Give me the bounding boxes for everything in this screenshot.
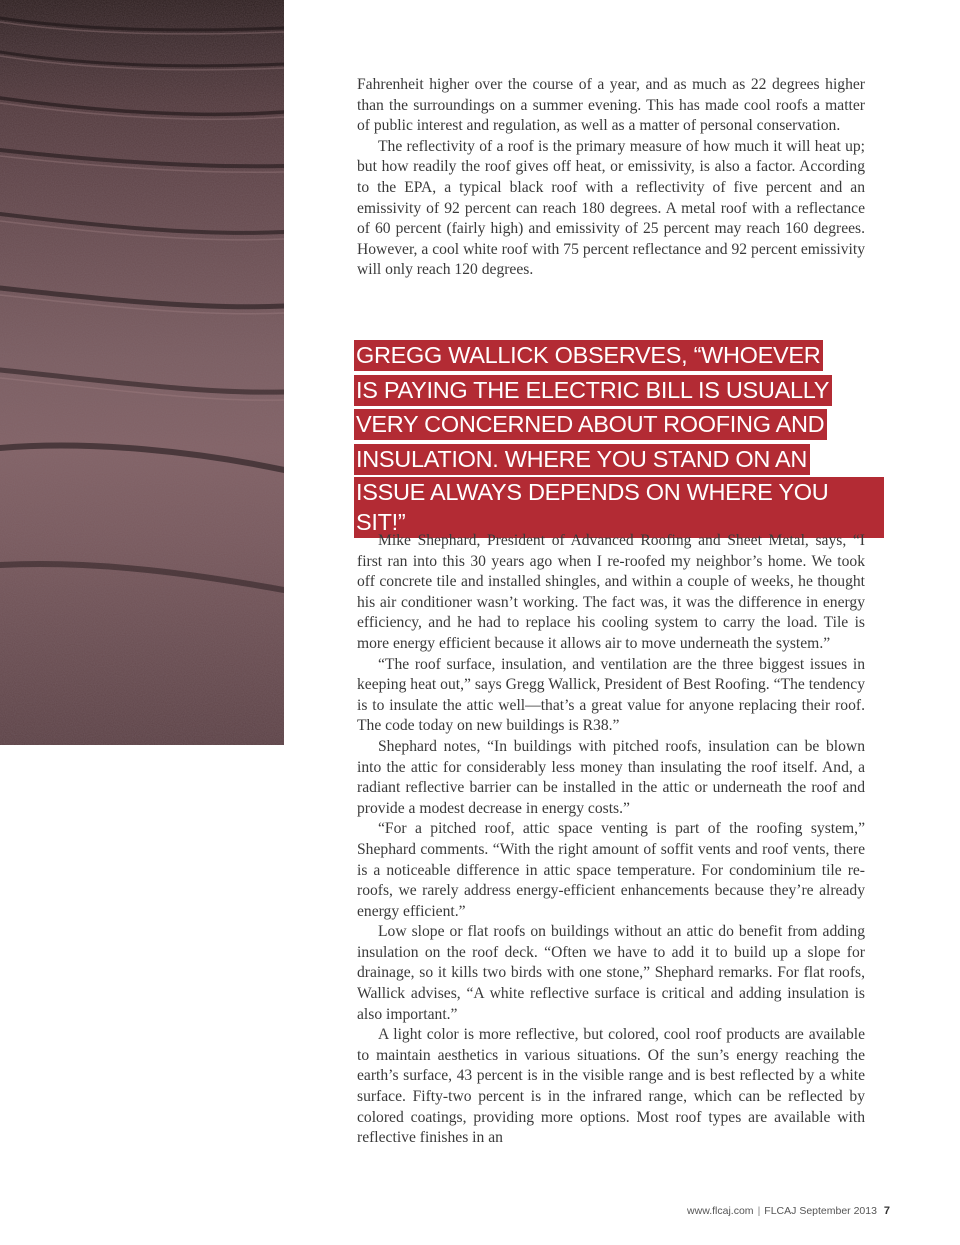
- pull-quote-text: INSULATION. WHERE YOU STAND ON AN: [354, 444, 810, 475]
- body-paragraph: Shephard notes, “In buildings with pitched roofs, insulation can be blown into the attic for considerably less money than insulating the roof itself. And, a radiant reflective barrier can be installed in the attic or underneath the roof and provide a modest decrease in energy costs.”: [357, 737, 865, 817]
- body-paragraph: “The roof surface, insulation, and ventilation are the three biggest issues in keeping heat out,” says Gregg Wallick, President of Best Roofing. “The tendency is to insulate the attic well—that’s a great value for anyone replacing their roof. The code today on new buildings is R38.”: [357, 655, 865, 735]
- pull-quote-line: [354, 443, 884, 478]
- body-paragraph: Mike Shephard, President of Advanced Roofing and Sheet Metal, says, “I first ran into this 30 years ago when I re-roofed my neighbor’s home. We took off concrete tile and installed shingles, and within a couple of weeks, he thought his air conditioner wasn’t working. The fact was, it was the difference in energy efficiency, and he had to replace his cooling system to carry the load. Tile is more energy efficient because it allows air to move underneath the system.”: [357, 532, 865, 652]
- shingle-rows-graphic: [0, 0, 284, 745]
- pull-quote-text: GREGG WALLICK OBSERVES, “WHOEVER: [354, 340, 823, 371]
- pull-quote: [354, 339, 884, 541]
- body-paragraph: Fahrenheit higher over the course of a year, and as much as 22 degrees higher than the surroundings on a summer evening. This has made cool roofs a matter of public interest and regulation, as well as a matter of personal conservation.: [357, 76, 865, 135]
- body-paragraph: “For a pitched roof, attic space venting is part of the roofing system,” Shephard comments. “With the right amount of soffit vents and roof vents, there is a noticeable difference in attic space temperature. For condominium tile re-roofs, we rarely address energy-efficient enhancements because they’re already energy efficient.”: [357, 820, 865, 920]
- article-column-top: [357, 75, 865, 281]
- roof-shingles-photo: [0, 0, 284, 745]
- pull-quote-line: [354, 339, 884, 374]
- body-paragraph: Low slope or flat roofs on buildings without an attic do benefit from adding insulation on the roof deck. “Often we have to add it to build up a slope for drainage, so it kills two birds with one stone,” Shephard remarks. For flat roofs, Wallick advises, “A white reflective surface is critical and adding insulation is also important.”: [357, 923, 865, 1023]
- body-paragraph: The reflectivity of a roof is the primary measure of how much it will heat up; but how readily the roof gives off heat, or emissivity, is also a factor. According to the EPA, a typical black roof with a reflectivity of five percent and an emissivity of 92 percent can reach 180 degrees. A metal roof with a reflectance of 60 percent (fairly high) and emissivity of 25 percent may reach 160 degrees. However, a cool white roof with 75 percent reflectance and 92 percent emissivity will only reach 120 degrees.: [357, 137, 865, 279]
- article-column-bottom: [357, 531, 865, 1149]
- body-paragraph: A light color is more reflective, but colored, cool roof products are available to maintain aesthetics in various situations. Of the sun’s energy reaching the earth’s surface, 43 percent is in the visible range and is best reflected by a white surface. Fifty-two percent is in the infrared range, which can be reflected by colored coatings, providing more options. Most roof types are available with reflective finishes in an: [357, 1026, 865, 1147]
- pull-quote-text: ISSUE ALWAYS DEPENDS ON WHERE YOU SIT!”: [354, 477, 884, 538]
- pull-quote-line: [354, 408, 884, 443]
- footer-website: www.flcaj.com: [687, 1205, 754, 1217]
- page-number: 7: [883, 1205, 890, 1217]
- pull-quote-text: VERY CONCERNED ABOUT ROOFING AND: [354, 409, 827, 440]
- footer-issue: September 2013: [799, 1205, 877, 1217]
- footer-separator: |: [757, 1205, 761, 1217]
- page-footer: [687, 1205, 890, 1217]
- footer-publication: FLCAJ: [764, 1205, 797, 1217]
- pull-quote-text: IS PAYING THE ELECTRIC BILL IS USUALLY: [354, 375, 832, 406]
- pull-quote-line: [354, 374, 884, 409]
